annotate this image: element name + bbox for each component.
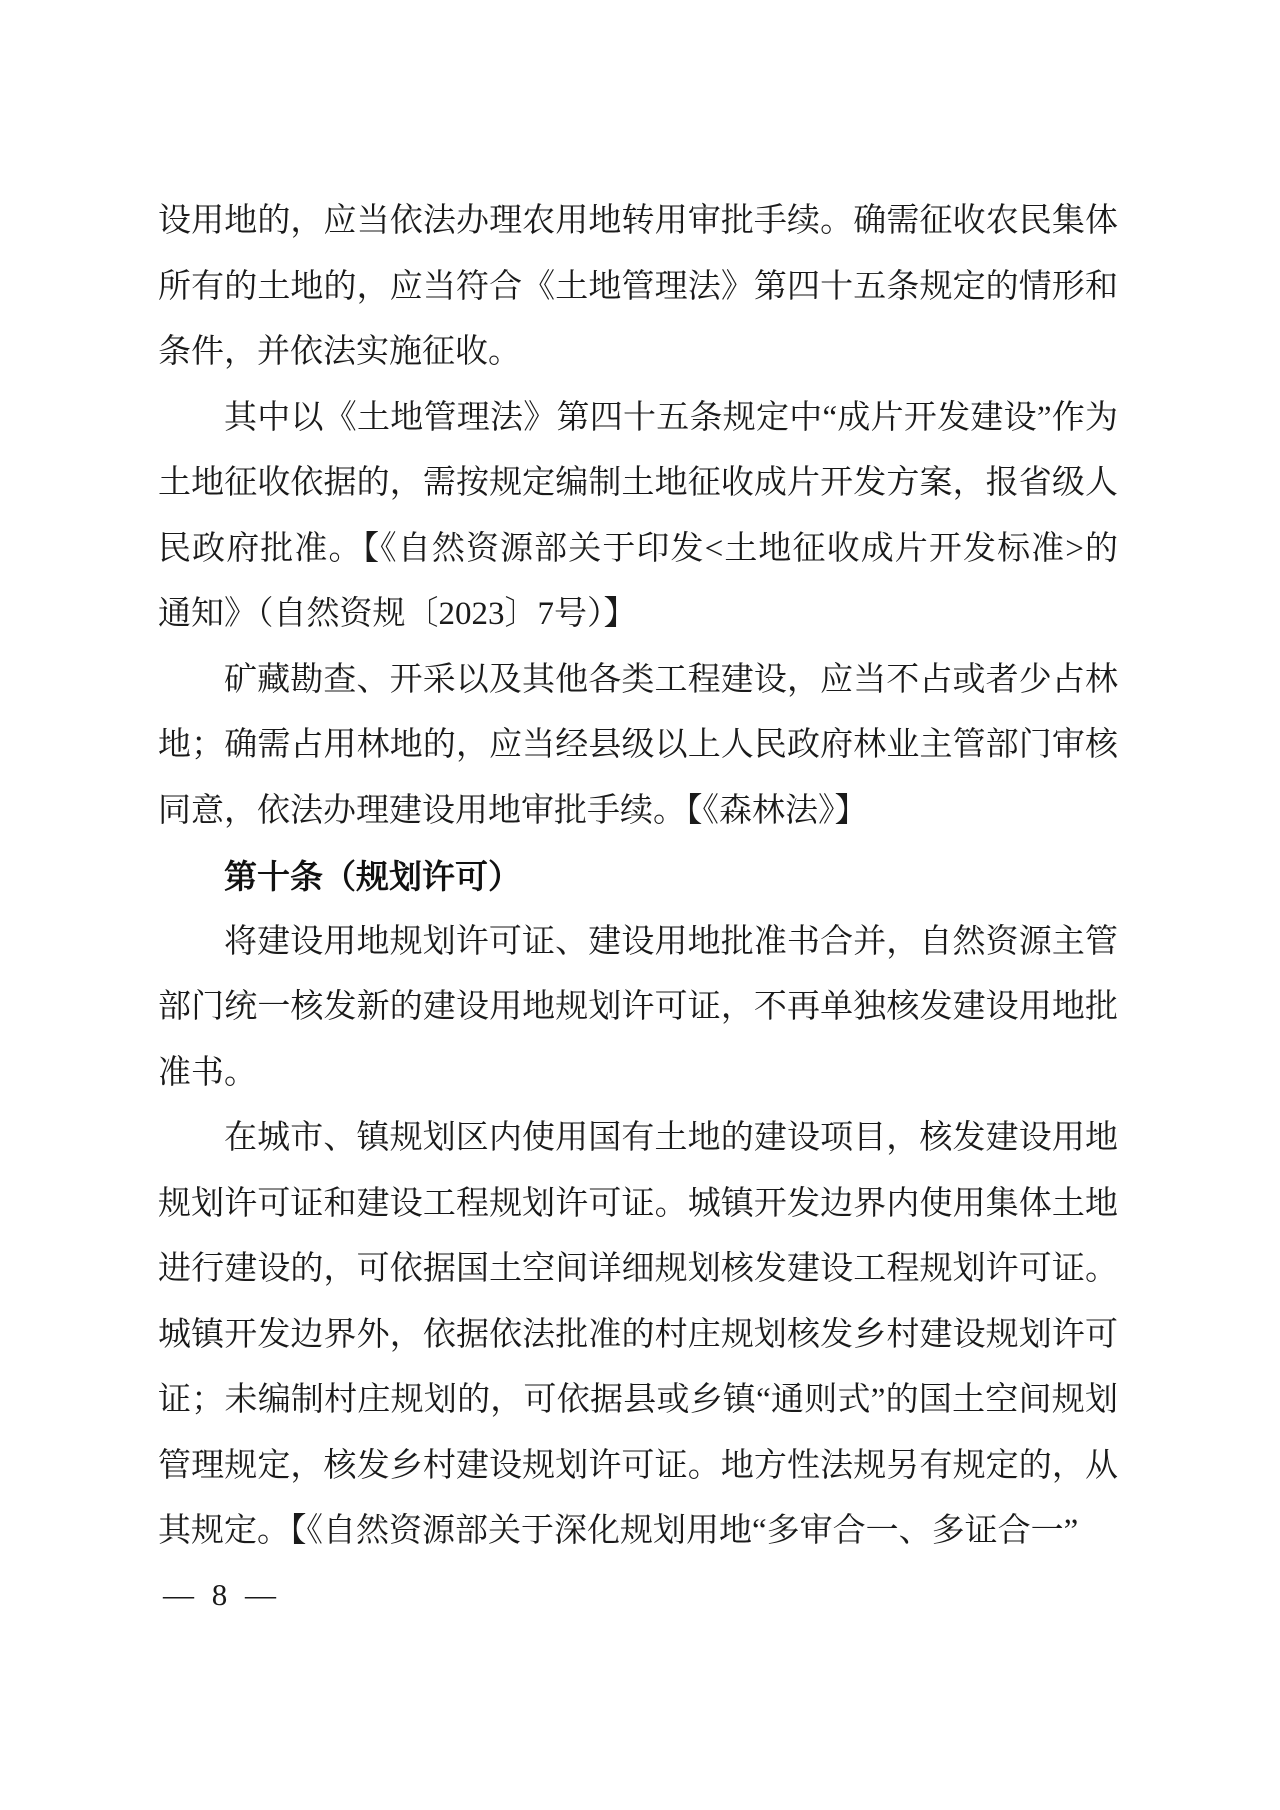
paragraph-merged-permits: 将建设用地规划许可证、建设用地批准书合并，自然资源主管部门统一核发新的建设用地规划许可证，不再单独核发建设用地批准书。 bbox=[158, 923, 1118, 1091]
paragraph-chengpian-development: 其中以《土地管理法》第四十五条规定中“成片开发建设”作为土地征收依据的，需按规定编制土地征收成片开发方案，报省级人民政府批准。【《自然资源部关于印发<土地征收成片开发标准>的通知》（自然资规〔2023〕7号）】 bbox=[158, 399, 1118, 632]
page-text-block bbox=[158, 189, 1118, 1565]
article-10-heading: 第十条（规划许可） bbox=[224, 858, 521, 895]
paragraph-land-conversion-continuation: 设用地的，应当依法办理农用地转用审批手续。确需征收农民集体所有的土地的，应当符合《土地管理法》第四十五条规定的情形和条件，并依法实施征收。 bbox=[158, 203, 1118, 370]
page-number: — 8 — bbox=[163, 1577, 281, 1612]
paragraph-mining-forest-land: 矿藏勘查、开采以及其他各类工程建设，应当不占或者少占林地；确需占用林地的，应当经县级以上人民政府林业主管部门审核同意，依法办理建设用地审批手续。【《森林法》】 bbox=[158, 661, 1118, 829]
paragraph-planning-permit-rules: 在城市、镇规划区内使用国有土地的建设项目，核发建设用地规划许可证和建设工程规划许可证。城镇开发边界内使用集体土地进行建设的，可依据国土空间详细规划核发建设工程规划许可证。城镇开发边界外，依据依法批准的村庄规划核发乡村建设规划许可证；未编制村庄规划的，可依据县或乡镇“通则式”的国土空间规划管理规定，核发乡村建设规划许可证。地方性法规另有规定的，从其规定。【《自然资源部关于深化规划用地“多审合一、多证合一” bbox=[158, 1120, 1118, 1549]
